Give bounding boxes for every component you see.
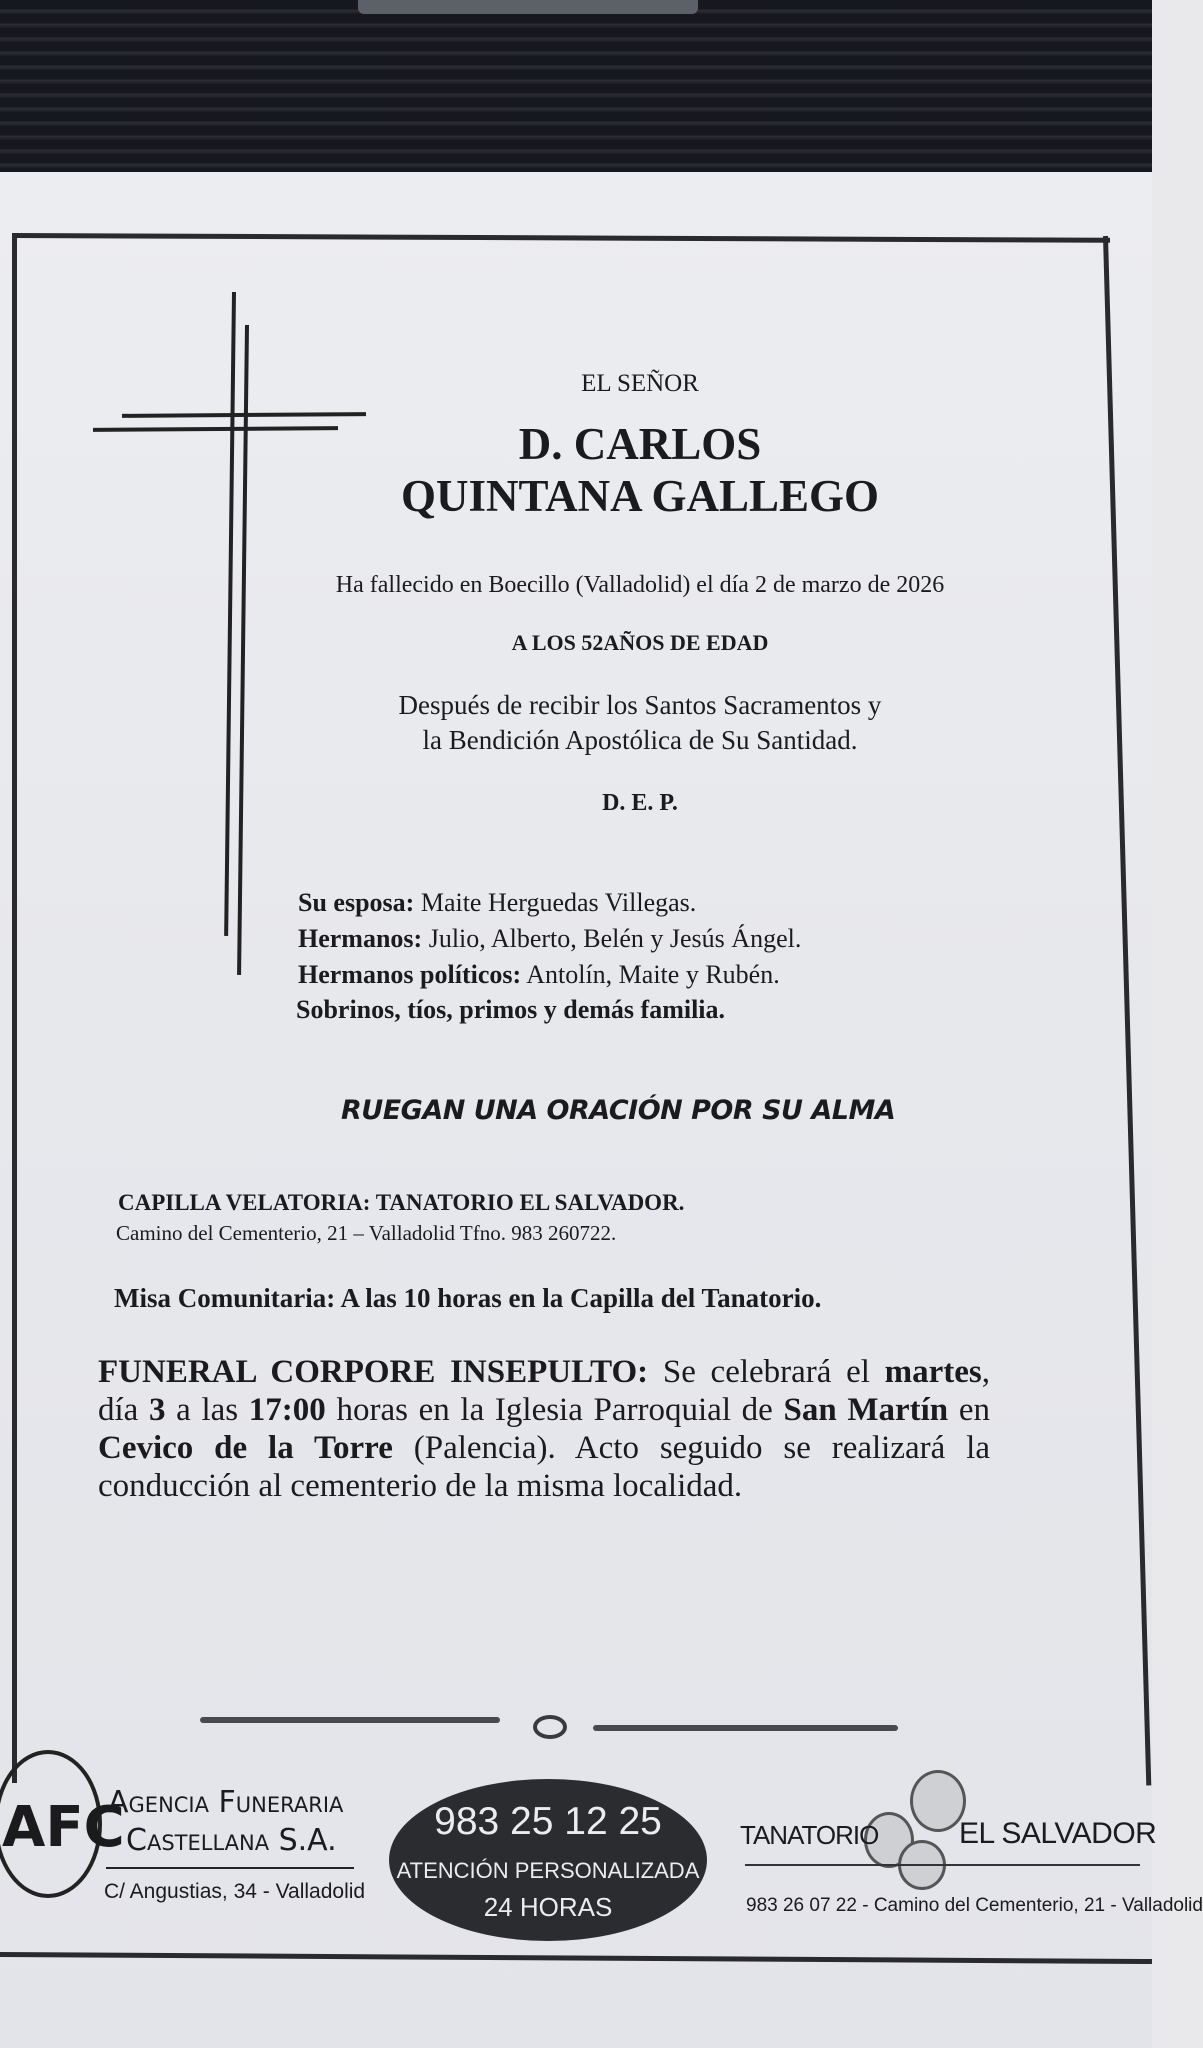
funeral-day-number: 3: [148, 1392, 166, 1428]
funeral-text: en: [948, 1392, 990, 1428]
deceased-name-line2: QUINTANA GALLEGO: [401, 471, 879, 521]
tanatorio-word: TANATORIO: [740, 1820, 879, 1850]
funeral-text: (Palencia). Acto seguido se realizará la conducción al cementerio de la misma localidad.: [98, 1430, 990, 1504]
rip-initials: D. E. P.: [602, 790, 678, 816]
deceased-name-line1: D. CARLOS: [518, 419, 762, 469]
phone-badge-attention: ATENCIÓN PERSONALIZADA: [396, 1858, 700, 1883]
honorific: EL SEÑOR: [581, 370, 699, 397]
agency-name-line1: Agencia Funeraria: [108, 1785, 344, 1820]
agency-address: C/ Angustias, 34 - Valladolid: [104, 1880, 366, 1903]
funeral-text: a las: [165, 1392, 249, 1428]
age-statement: A LOS 52AÑOS DE EDAD: [511, 630, 769, 655]
funeral-text: , día: [98, 1354, 990, 1428]
death-statement: Ha fallecido en Boecillo (Valladolid) el día 2 de marzo de 2026: [335, 572, 945, 598]
family-value: Julio, Alberto, Belén y Jesús Ángel.: [422, 924, 802, 953]
family-value: Maite Herguedas Villegas.: [414, 888, 697, 917]
family-label: Hermanos:: [298, 924, 423, 953]
family-in-laws: [298, 960, 780, 990]
phone-badge-hours: 24 HORAS: [483, 1892, 613, 1922]
footer-divider-right: [593, 1725, 898, 1731]
sacraments-line2: la Bendición Apostólica de Su Santidad.: [422, 725, 858, 755]
family-label: Su esposa:: [298, 888, 415, 917]
funeral-time: 17:00: [248, 1392, 326, 1428]
family-spouse: [298, 888, 696, 918]
family-siblings: [298, 924, 801, 954]
funeral-text: horas en la Iglesia Parroquial de: [325, 1392, 784, 1428]
chapel-address: Camino del Cementerio, 21 – Valladolid Tfno. 983 260722.: [116, 1221, 617, 1245]
agency-name-line2: Castellana S.A.: [126, 1823, 337, 1858]
agency-divider: [106, 1867, 354, 1869]
desk-object: [358, 0, 698, 14]
funeral-text: Se celebrará el: [648, 1354, 885, 1390]
desk-background: [0, 0, 1152, 185]
footer-divider-ornament: [533, 1715, 567, 1739]
funeral-town: Cevico de la Torre: [98, 1430, 393, 1466]
family-others: Sobrinos, tíos, primos y demás familia.: [296, 995, 726, 1024]
frame-border-left: [12, 233, 17, 1783]
funeral-heading: FUNERAL CORPORE INSEPULTO:: [98, 1354, 649, 1390]
sacraments-line1: Después de recibir los Santos Sacramentos y: [398, 690, 882, 720]
funeral-church: San Martín: [783, 1392, 949, 1428]
family-label: Hermanos políticos:: [298, 960, 522, 989]
funeral-paragraph: [98, 1353, 990, 1505]
dove-icon: [910, 1770, 966, 1832]
tanatorio-address: 983 26 07 22 - Camino del Cementerio, 21 - Valladolid: [746, 1895, 1203, 1916]
mass-info: Misa Comunitaria: A las 10 horas en la Capilla del Tanatorio.: [114, 1283, 822, 1313]
phone-number: 983 25 12 25: [434, 1800, 662, 1843]
chapel-title: CAPILLA VELATORIA: TANATORIO EL SALVADOR.: [118, 1190, 685, 1215]
footer-divider-left: [200, 1717, 500, 1723]
prayer-request: RUEGAN UNA ORACIÓN POR SU ALMA: [341, 1095, 896, 1126]
tanatorio-divider: [745, 1864, 1140, 1866]
agency-logo-letters: AFC: [2, 1795, 125, 1860]
family-value: Antolín, Maite y Rubén.: [521, 960, 780, 989]
tanatorio-name: EL SALVADOR: [959, 1817, 1157, 1850]
funeral-day-name: martes: [884, 1354, 982, 1390]
